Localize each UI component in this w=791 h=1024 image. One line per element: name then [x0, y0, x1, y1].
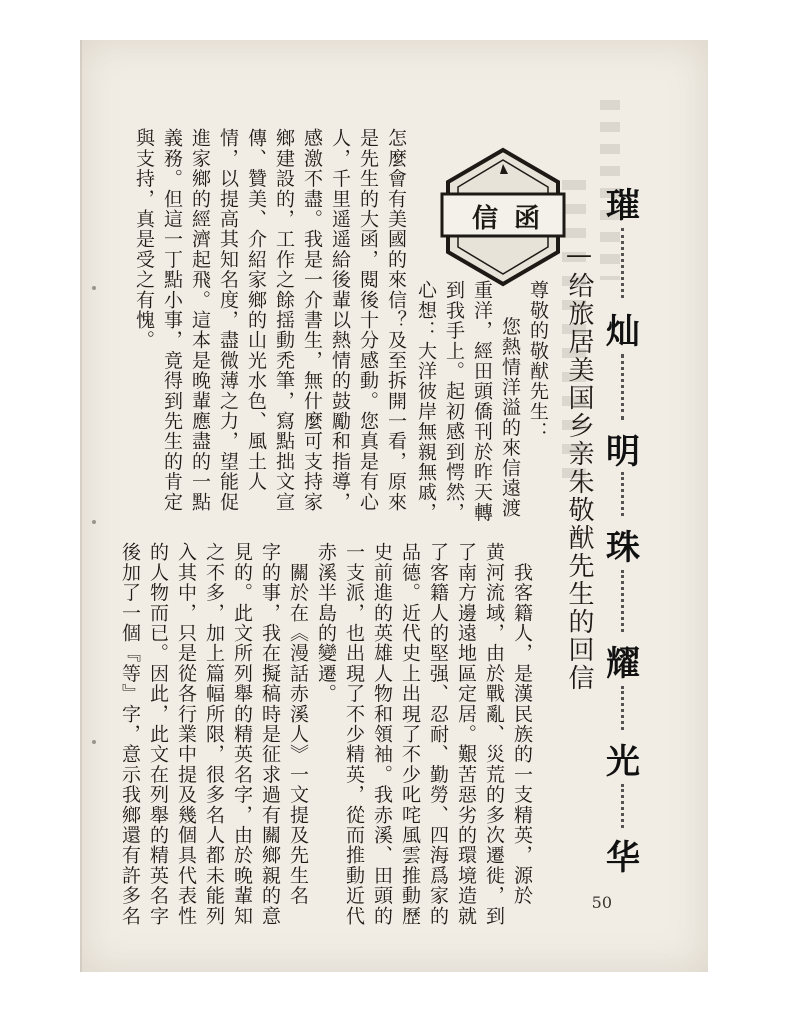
- letter-stamp: [428, 142, 578, 292]
- title-separator: [621, 784, 627, 828]
- essay-line: 關於在《漫話赤溪人》一文提及先生名: [287, 542, 309, 906]
- letter-line: 尊敬的敬猷先生：: [527, 280, 549, 442]
- essay-line: 我客籍人，是漢民族的一支精英，源於: [511, 542, 533, 906]
- letter-line: 到我手上。起初感到愕然，: [443, 280, 465, 523]
- letter-line: 怎麼會有美國的來信？及至拆開一看，原來: [385, 128, 407, 512]
- letter-line: 進家鄉的經濟起飛。這本是晚輩應盡的一點: [189, 128, 211, 512]
- essay-line: 後加了一個『等』字，意示我鄉還有許多名: [119, 542, 141, 926]
- title-char: 明: [606, 432, 640, 472]
- letter-line: 傳、贊美、介紹家鄉的山光水色、風土人: [245, 128, 267, 492]
- title-char: 华: [606, 838, 640, 878]
- binding-hole: [92, 740, 96, 744]
- essay-line: 一支派，也出現了不少精英，從而推動近代: [343, 542, 365, 926]
- essay-line: 見的。此文所列舉的精英名字，由於晚輩知: [231, 542, 253, 926]
- letter-line: 義務。但這一丁點小事，竟得到先生的肯定: [161, 128, 183, 512]
- essay-line: 了客籍人的堅强、忍耐、勤勞、四海爲家的: [427, 542, 449, 926]
- fold-line: [80, 40, 82, 972]
- essay-line: 黄河流域，由於戰亂、災荒的多次遷徙，到: [483, 542, 505, 926]
- binding-hole: [92, 520, 96, 524]
- title-char: 灿: [606, 312, 640, 352]
- title-separator: [621, 686, 627, 730]
- binding-hole: [92, 286, 96, 290]
- letter-line: 情，以提高其知名度，盡微薄之力，望能促: [217, 128, 239, 512]
- letter-line: 是先生的大函，閱後十分感動。您真是有心: [357, 128, 379, 512]
- letter-line: 您熱情洋溢的來信遠渡: [499, 296, 521, 519]
- letter-line: 重洋，經田頭僑刊於昨天轉: [471, 280, 493, 523]
- stamp-label: 信函: [472, 204, 557, 234]
- page-subtitle: —给旅居美国乡亲朱敬猷先生的回信: [564, 240, 594, 692]
- essay-line: 史前進的英雄人物和領袖。我赤溪、田頭的: [371, 542, 393, 926]
- title-separator: [621, 472, 627, 516]
- essay-line: 了南方邊遠地區定居。艱苦惡劣的環境造就: [455, 542, 477, 926]
- essay-line: 品德。近代史上出現了不少叱咤風雲推動歷: [399, 542, 421, 926]
- letter-line: 與支持，真是受之有愧。: [133, 128, 155, 351]
- essay-line: 入其中，只是從各行業中提及幾個具代表性: [175, 542, 197, 926]
- document-page: [80, 40, 708, 972]
- title-separator: [621, 354, 627, 420]
- title-separator: [621, 570, 627, 632]
- letter-line: 感激不盡。我是一介書生，無什麼可支持家: [301, 128, 323, 512]
- title-char: 耀: [606, 644, 640, 684]
- title-char: 珠: [606, 528, 640, 568]
- essay-line: 之不多，加上篇幅所限，很多名人都未能列: [203, 542, 225, 926]
- title-char: 璀: [606, 186, 640, 226]
- page-number: 50: [591, 893, 612, 912]
- essay-line: 字的事，我在擬稿時是征求過有關鄉親的意: [259, 542, 281, 926]
- title-separator: [621, 228, 627, 298]
- title-char: 光: [606, 742, 640, 782]
- letter-line: 人，千里遥遥給後輩以熱情的鼓勵和指導，: [329, 128, 351, 512]
- essay-line: 的人物而已。因此，此文在列舉的精英名字: [147, 542, 169, 926]
- essay-line: 赤溪半島的變遷。: [315, 542, 337, 704]
- letter-line: 鄉建設的，工作之餘揺動禿筆，寫點拙文宣: [273, 128, 295, 512]
- letter-line: 心想：大洋彼岸無親無戚，: [415, 280, 437, 523]
